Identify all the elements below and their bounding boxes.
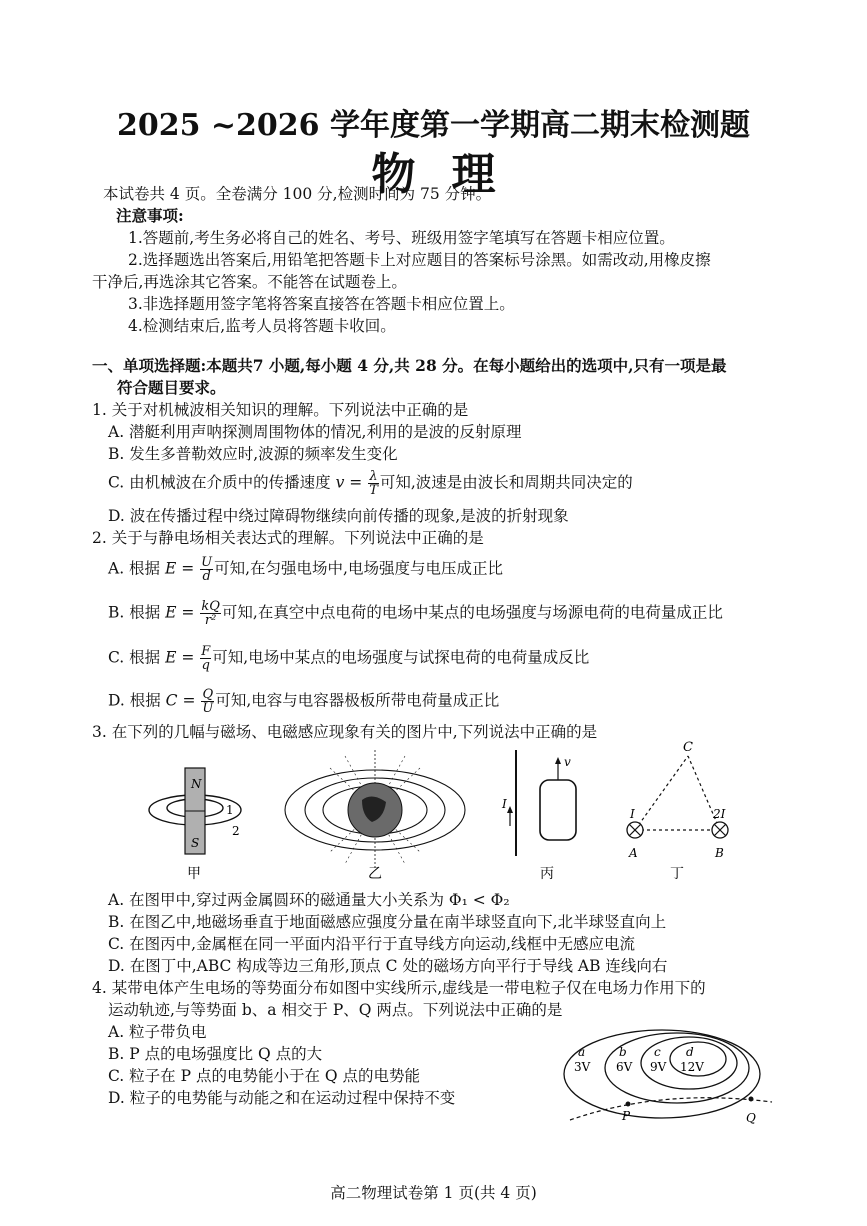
note-1: 1.答题前,考生务必将自己的姓名、考号、班级用签字笔填写在答题卡相应位置。: [128, 229, 675, 247]
q1-option-c: C. 由机械波在介质中的传播速度 v = $\frac{\lambda}{T}$ 可知,波速是由波长和周期共同决定的: [108, 469, 633, 498]
label-q: Q: [746, 1111, 756, 1125]
fraction-lambda-over-t: $\frac{\lambda}{T}$: [369, 469, 378, 498]
fraction-kq-over-r2: $\frac{kQ}{\text{r²}}$: [201, 599, 220, 628]
label-a: a: [578, 1045, 586, 1059]
q3-option-a: A. 在图甲中,穿过两金属圆环的磁通量大小关系为 Φ₁ < Φ₂: [108, 891, 510, 909]
label-d: d: [686, 1045, 694, 1059]
figure-ding: [627, 740, 728, 882]
question-2-stem: 2. 关于与静电场相关表达式的理解。下列说法中正确的是: [92, 529, 484, 547]
q2-option-d: D. 根据 C = $\frac{Q}{U}$ 可知,电容与电容器极板所带电荷量成正比: [108, 687, 500, 716]
subject-title: 物理: [371, 149, 532, 200]
question-1-stem: 1. 关于对机械波相关知识的理解。下列说法中正确的是: [92, 401, 469, 419]
exam-title: 2025 ~2026 学年度第一学期高二期末检测题: [116, 108, 751, 143]
label-3v: 3V: [574, 1060, 591, 1074]
q2-option-a: A. 根据 E = $\frac{U}{d}$ 可知,在匀强电场中,电场强度与电压成正比: [108, 555, 503, 584]
q4-option-b: B. P 点的电场强度比 Q 点的大: [108, 1045, 323, 1063]
fraction-f-over-q: $\frac{F}{q}$: [201, 644, 211, 673]
note-4: 4.检测结束后,监考人员将答题卡收回。: [128, 317, 396, 335]
point-p: [626, 1102, 631, 1107]
section-heading-cont: 符合题目要求。: [117, 378, 226, 397]
vertex-a-label: A: [629, 846, 638, 860]
magnet-north-label: N: [191, 777, 202, 791]
q1-option-d: D. 波在传播过程中绕过障碍物继续向前传播的现象,是波的折射现象: [108, 507, 569, 525]
label-12v: 12V: [680, 1060, 704, 1074]
question-3-stem: 3. 在下列的几幅与磁场、电磁感应现象有关的图片中,下列说法中正确的是: [92, 723, 598, 741]
figure-bing: [501, 750, 576, 882]
q4-option-d: D. 粒子的电势能与动能之和在运动过程中保持不变: [108, 1089, 456, 1107]
metal-frame: [540, 780, 576, 840]
figure-jia: [149, 768, 241, 882]
vertex-c-label: C: [683, 740, 693, 755]
q2-option-c: C. 根据 E = $\frac{F}{q}$ 可知,电场中某点的电场强度与试探电荷的电荷量成反比: [108, 644, 590, 673]
label-p: P: [622, 1109, 631, 1123]
label-6v: 6V: [616, 1060, 633, 1074]
ring-2-label: 2: [232, 824, 240, 838]
caption-jia: 甲: [187, 866, 201, 882]
notes-intro: 本试卷共 4 页。全卷满分 100 分,检测时间为 75 分钟。: [103, 185, 492, 203]
section-heading: 一、单项选择题:本题共7 小题,每小题 4 分,共 28 分。在每小题给出的选项中,只有一项是最: [92, 356, 727, 375]
current-label: I: [502, 797, 507, 811]
figure-yi: [285, 750, 465, 882]
caption-ding: 丁: [670, 866, 684, 882]
note-3: 3.非选择题用签字笔将答案直接答在答题卡相应位置上。: [128, 295, 515, 313]
notes-heading: 注意事项:: [116, 206, 184, 225]
q1-option-a: A. 潜艇利用声呐探测周围物体的情况,利用的是波的反射原理: [108, 423, 522, 441]
magnet-south-label: S: [191, 836, 200, 850]
note-2b: 干净后,再选涂其它答案。不能答在试题卷上。: [92, 273, 407, 291]
q2-option-b: B. 根据 E = $\frac{kQ}{\text{r²}}$ 可知,在真空中点电荷的电场中某点的电场强度与场源电荷的电荷量成正比: [108, 599, 723, 628]
label-9v: 9V: [650, 1060, 667, 1074]
q3-option-b: B. 在图乙中,地磁场垂直于地面磁感应强度分量在南半球竖直向下,北半球竖直向上: [108, 913, 667, 931]
equipotential-a: [564, 1030, 760, 1118]
q4-option-a: A. 粒子带负电: [108, 1023, 207, 1041]
caption-yi: 乙: [368, 866, 382, 882]
vertex-b-label: B: [715, 846, 724, 860]
question-4-stem: 4. 某带电体产生电场的等势面分布如图中实线所示,虚线是一带电粒子仅在电场力作用下的: [92, 979, 706, 997]
q4-equipotential-figure: [562, 1016, 777, 1128]
note-2a: 2.选择题选出答案后,用铅笔把答题卡上对应题目的答案标号涂黑。如需改动,用橡皮擦: [128, 251, 711, 269]
label-c: c: [654, 1045, 661, 1059]
current-a-label: I: [630, 807, 635, 821]
question-4-stem-cont: 运动轨迹,与等势面 b、a 相交于 P、Q 两点。下列说法中正确的是: [108, 1001, 563, 1019]
caption-bing: 丙: [540, 866, 554, 882]
point-q: [749, 1097, 754, 1102]
label-b: b: [619, 1045, 627, 1059]
fraction-q-over-u: $\frac{Q}{U}$: [202, 687, 214, 716]
page-footer: 高二物理试卷第 1 页(共 4 页): [330, 1184, 537, 1202]
q3-option-d: D. 在图丁中,ABC 构成等边三角形,顶点 C 处的磁场方向平行于导线 AB 连线向右: [108, 957, 668, 975]
velocity-label: v: [564, 755, 571, 769]
q3-option-c: C. 在图丙中,金属框在同一平面内沿平行于直导线方向运动,线框中无感应电流: [108, 935, 636, 953]
q1-option-b: B. 发生多普勒效应时,波源的频率发生变化: [108, 445, 398, 463]
ring-1-label: 1: [226, 803, 234, 817]
fraction-u-over-d: $\frac{U}{d}$: [201, 555, 213, 584]
q3-figures: [140, 738, 780, 888]
current-b-label: 2I: [713, 807, 726, 821]
q4-option-c: C. 粒子在 P 点的电势能小于在 Q 点的电势能: [108, 1067, 421, 1085]
